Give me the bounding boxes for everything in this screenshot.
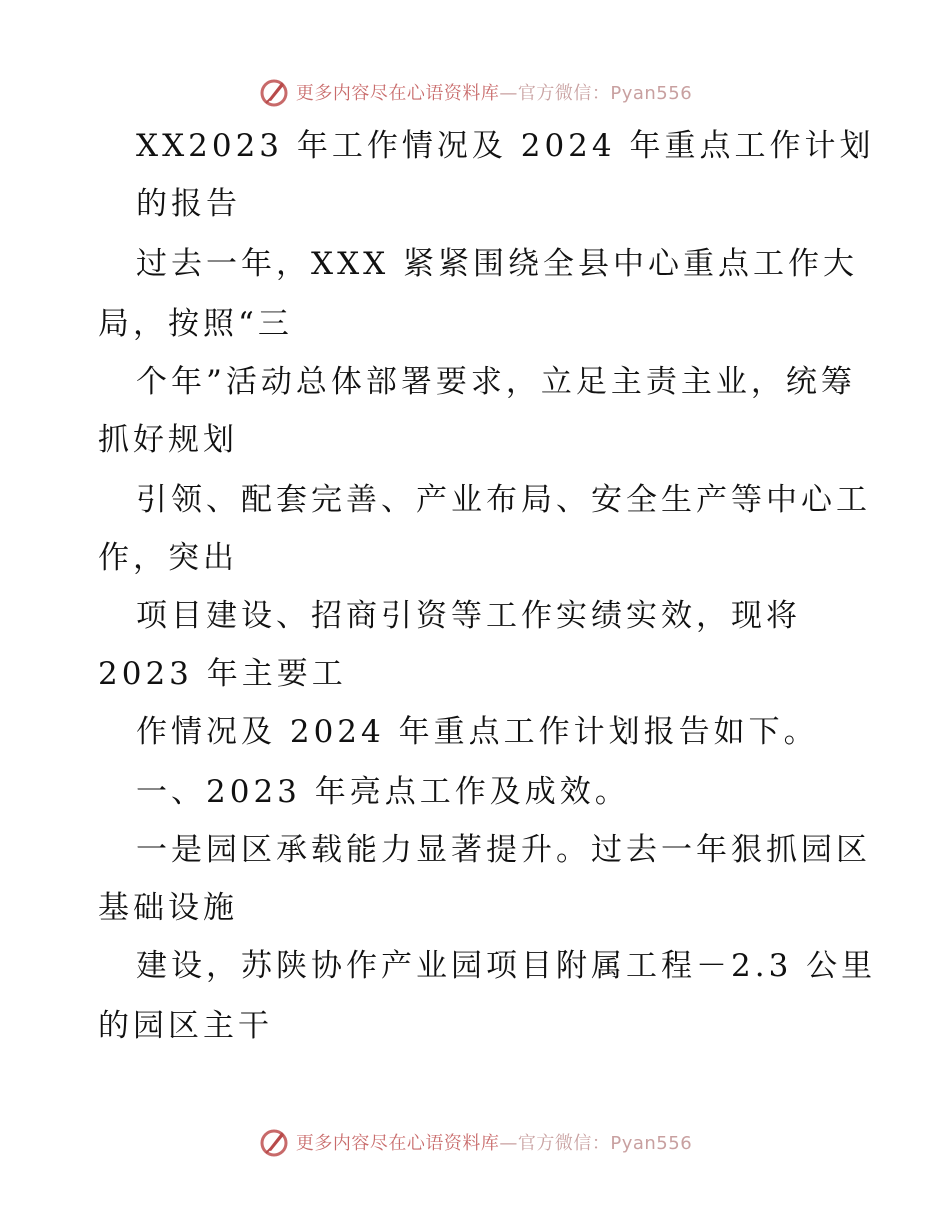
paragraph-line: 基础设施 <box>98 890 238 926</box>
watermark-id: Pyan556 <box>610 83 693 104</box>
doc-title-line-1: XX2023 年工作情况及 2024 年重点工作计划 <box>136 128 875 164</box>
paragraph-line: 2023 年主要工 <box>98 656 347 692</box>
watermark-label: 官方微信： <box>517 1133 611 1154</box>
paragraph-line: 的园区主干 <box>98 1008 273 1044</box>
watermark-main: 更多内容尽在心语资料库 <box>295 83 500 104</box>
quill-logo-icon <box>258 1126 290 1158</box>
paragraph-line: 个年”活动总体部署要求，立足主责主业，统筹 <box>136 364 856 400</box>
paragraph-line: 局，按照“三 <box>98 306 293 342</box>
paragraph-line: 一是园区承载能力显著提升。过去一年狠抓园区 <box>136 832 871 868</box>
paragraph-line: 项目建设、招商引资等工作实绩实效，现将 <box>136 598 801 634</box>
quill-logo-icon <box>258 76 290 108</box>
watermark-id: Pyan556 <box>610 1133 693 1154</box>
paragraph-line: 过去一年，XXX 紧紧围绕全县中心重点工作大 <box>136 246 859 282</box>
paragraph-line: 建设，苏陕协作产业园项目附属工程－2.3 公里 <box>136 948 877 984</box>
section-heading: 一、2023 年亮点工作及成效。 <box>136 774 630 810</box>
header-watermark <box>0 72 950 112</box>
watermark-main: 更多内容尽在心语资料库 <box>295 1133 500 1154</box>
doc-title-line-2: 的报告 <box>136 186 241 222</box>
footer-watermark <box>0 1122 950 1162</box>
watermark-dash: — <box>499 1133 518 1154</box>
paragraph-line: 作情况及 2024 年重点工作计划报告如下。 <box>136 714 819 750</box>
watermark-dash: — <box>499 83 518 104</box>
watermark-label: 官方微信： <box>517 83 611 104</box>
paragraph-line: 引领、配套完善、产业布局、安全生产等中心工 <box>136 482 871 518</box>
paragraph-line: 抓好规划 <box>98 422 238 458</box>
watermark-text <box>296 79 692 105</box>
paragraph-line: 作，突出 <box>98 540 238 576</box>
watermark-text <box>296 1129 692 1155</box>
